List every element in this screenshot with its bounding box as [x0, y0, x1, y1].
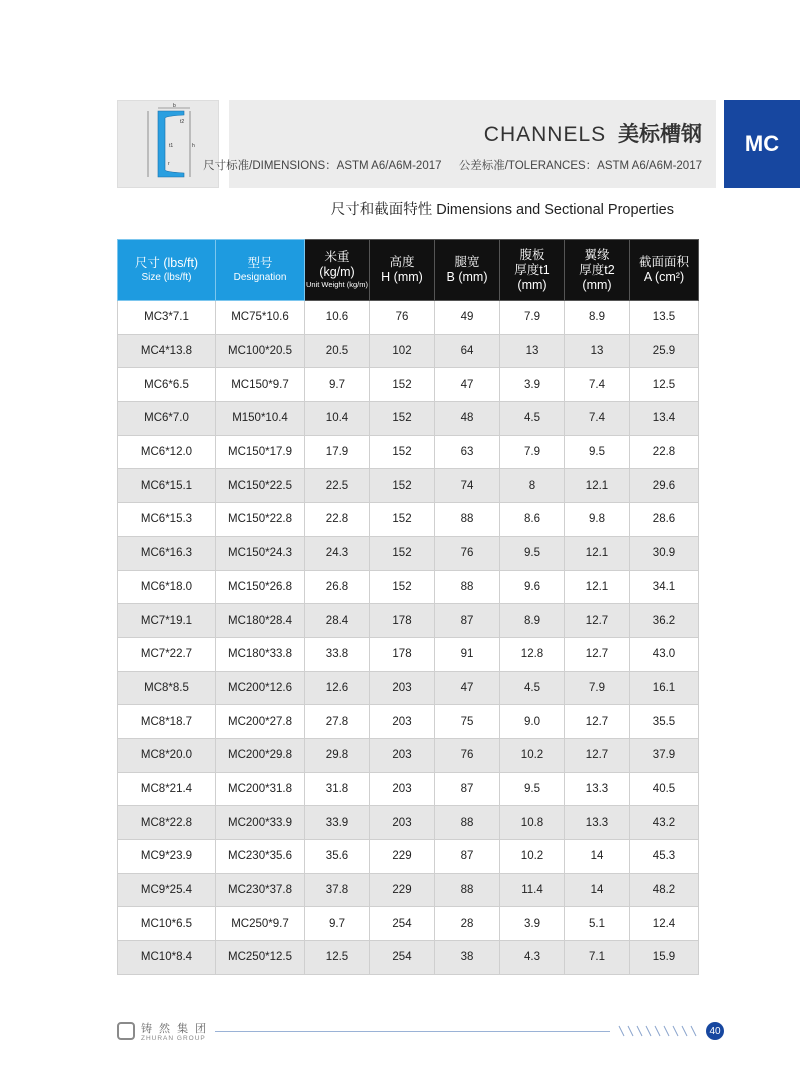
table-cell: 76	[370, 301, 435, 335]
table-cell: 22.8	[630, 435, 699, 469]
table-cell: 88	[435, 570, 500, 604]
table-cell: MC6*18.0	[118, 570, 216, 604]
table-cell: M150*10.4	[216, 402, 305, 436]
table-cell: 102	[370, 334, 435, 368]
table-cell: 9.5	[500, 536, 565, 570]
table-cell: 254	[370, 907, 435, 941]
table-cell: MC8*20.0	[118, 738, 216, 772]
table-cell: 152	[370, 402, 435, 436]
page-number: 40	[706, 1022, 724, 1040]
table-cell: 48	[435, 402, 500, 436]
table-cell: 9.7	[305, 368, 370, 402]
table-cell: MC200*33.9	[216, 806, 305, 840]
table-cell: 88	[435, 806, 500, 840]
table-cell: 4.5	[500, 671, 565, 705]
table-cell: 9.5	[565, 435, 630, 469]
table-cell: 27.8	[305, 705, 370, 739]
table-cell: 33.9	[305, 806, 370, 840]
table-cell: 76	[435, 738, 500, 772]
header-web-thickness: 腹板 厚度t1 (mm)	[500, 240, 565, 301]
table-cell: MC150*22.5	[216, 469, 305, 503]
table-row	[118, 435, 699, 469]
table-cell: 47	[435, 368, 500, 402]
table-cell: MC10*6.5	[118, 907, 216, 941]
table-cell: 8.6	[500, 503, 565, 537]
brand-name-en: ZHURAN GROUP	[141, 1035, 206, 1042]
table-cell: 4.3	[500, 941, 565, 975]
table-cell: 9.7	[305, 907, 370, 941]
table-cell: MC4*13.8	[118, 334, 216, 368]
table-cell: 12.6	[305, 671, 370, 705]
table-cell: 17.9	[305, 435, 370, 469]
table-cell: 75	[435, 705, 500, 739]
table-cell: 15.9	[630, 941, 699, 975]
table-cell: MC200*31.8	[216, 772, 305, 806]
table-cell: 7.4	[565, 368, 630, 402]
table-cell: 26.8	[305, 570, 370, 604]
table-cell: 8	[500, 469, 565, 503]
table-cell: MC200*12.6	[216, 671, 305, 705]
table-cell: 25.9	[630, 334, 699, 368]
table-cell: 34.1	[630, 570, 699, 604]
table-cell: 87	[435, 604, 500, 638]
table-cell: MC6*16.3	[118, 536, 216, 570]
tolerances-standard: 公差标准/TOLERANCES：ASTM A6/A6M-2017	[458, 160, 702, 172]
table-cell: 4.5	[500, 402, 565, 436]
table-cell: 47	[435, 671, 500, 705]
table-cell: MC8*22.8	[118, 806, 216, 840]
table-cell: MC180*28.4	[216, 604, 305, 638]
table-cell: 49	[435, 301, 500, 335]
title-english: CHANNELS	[483, 123, 607, 146]
table-row	[118, 840, 699, 874]
table-cell: MC200*29.8	[216, 738, 305, 772]
table-cell: MC8*18.7	[118, 705, 216, 739]
title-chinese: 美标槽钢	[618, 122, 702, 146]
table-row	[118, 570, 699, 604]
table-body	[118, 301, 699, 975]
table-cell: 203	[370, 671, 435, 705]
table-cell: 12.5	[305, 941, 370, 975]
table-cell: 22.5	[305, 469, 370, 503]
table-cell: 91	[435, 637, 500, 671]
table-cell: MC6*7.0	[118, 402, 216, 436]
table-cell: 12.7	[565, 637, 630, 671]
table-cell: 13	[565, 334, 630, 368]
table-cell: 152	[370, 435, 435, 469]
table-cell: 64	[435, 334, 500, 368]
header-band	[203, 100, 716, 188]
table-cell: 3.9	[500, 907, 565, 941]
table-cell: 13.4	[630, 402, 699, 436]
table-cell: 88	[435, 503, 500, 537]
table-cell: 28.6	[630, 503, 699, 537]
table-cell: 87	[435, 840, 500, 874]
table-cell: 36.2	[630, 604, 699, 638]
table-cell: MC6*15.1	[118, 469, 216, 503]
table-cell: MC6*12.0	[118, 435, 216, 469]
header-flange-thickness: 翼缘 厚度t2 (mm)	[565, 240, 630, 301]
table-cell: MC9*25.4	[118, 873, 216, 907]
table-cell: 45.3	[630, 840, 699, 874]
table-row	[118, 772, 699, 806]
table-cell: 12.1	[565, 536, 630, 570]
table-cell: 14	[565, 873, 630, 907]
table-cell: MC100*20.5	[216, 334, 305, 368]
table-cell: 7.9	[565, 671, 630, 705]
table-cell: MC10*8.4	[118, 941, 216, 975]
table-cell: 10.2	[500, 738, 565, 772]
table-header-row	[118, 240, 699, 301]
header-section-area: 截面面积 A (cm²)	[630, 240, 699, 301]
diagram-label-t2: t2	[180, 119, 185, 125]
table-cell: 3.9	[500, 368, 565, 402]
table-row	[118, 907, 699, 941]
table-cell: 12.8	[500, 637, 565, 671]
footer-divider	[215, 1031, 610, 1032]
table-row	[118, 705, 699, 739]
table-cell: 30.9	[630, 536, 699, 570]
table-cell: MC150*9.7	[216, 368, 305, 402]
table-cell: 203	[370, 772, 435, 806]
table-cell: 229	[370, 873, 435, 907]
table-cell: 178	[370, 604, 435, 638]
table-cell: 37.8	[305, 873, 370, 907]
table-cell: 8.9	[500, 604, 565, 638]
header-unit-weight: 米重 (kg/m) Unit Weight (kg/m)	[305, 240, 370, 301]
standards-line	[203, 157, 702, 173]
table-row	[118, 604, 699, 638]
table-cell: 7.9	[500, 435, 565, 469]
table-cell: 29.6	[630, 469, 699, 503]
table-cell: 16.1	[630, 671, 699, 705]
table-cell: MC250*9.7	[216, 907, 305, 941]
table-cell: 13.5	[630, 301, 699, 335]
table-cell: 152	[370, 368, 435, 402]
table-cell: MC9*23.9	[118, 840, 216, 874]
table-row	[118, 637, 699, 671]
table-cell: 12.7	[565, 604, 630, 638]
table-cell: 31.8	[305, 772, 370, 806]
table-cell: 9.8	[565, 503, 630, 537]
table-cell: 12.5	[630, 368, 699, 402]
table-cell: 88	[435, 873, 500, 907]
header-designation: 型号 Designation	[216, 240, 305, 301]
header-leg-width: 腿宽 B (mm)	[435, 240, 500, 301]
header-size: 尺寸 (lbs/ft) Size (lbs/ft)	[118, 240, 216, 301]
table-cell: 24.3	[305, 536, 370, 570]
table-cell: MC3*7.1	[118, 301, 216, 335]
table-cell: 10.2	[500, 840, 565, 874]
table-row	[118, 469, 699, 503]
table-cell: 35.5	[630, 705, 699, 739]
mc-badge: MC	[724, 100, 800, 188]
table-cell: MC180*33.8	[216, 637, 305, 671]
table-cell: 11.4	[500, 873, 565, 907]
table-cell: 8.9	[565, 301, 630, 335]
brand-name-cn: 铸 然 集 团	[141, 1023, 209, 1035]
table-cell: 12.1	[565, 570, 630, 604]
table-cell: 152	[370, 503, 435, 537]
table-cell: 203	[370, 806, 435, 840]
table-cell: MC8*8.5	[118, 671, 216, 705]
table-cell: MC150*22.8	[216, 503, 305, 537]
table-cell: 10.4	[305, 402, 370, 436]
table-cell: 38	[435, 941, 500, 975]
table-cell: 12.4	[630, 907, 699, 941]
table-cell: 9.5	[500, 772, 565, 806]
table-cell: 28	[435, 907, 500, 941]
table-cell: MC6*15.3	[118, 503, 216, 537]
table-cell: MC7*22.7	[118, 637, 216, 671]
table-cell: MC8*21.4	[118, 772, 216, 806]
table-cell: 7.9	[500, 301, 565, 335]
table-cell: 13.3	[565, 806, 630, 840]
table-cell: MC250*12.5	[216, 941, 305, 975]
table-cell: 10.8	[500, 806, 565, 840]
table-cell: 7.4	[565, 402, 630, 436]
table-cell: MC230*37.8	[216, 873, 305, 907]
dimensions-standard: 尺寸标准/DIMENSIONS：ASTM A6/A6M-2017	[203, 160, 442, 172]
channel-section-diagram	[117, 100, 219, 188]
table-cell: 178	[370, 637, 435, 671]
table-cell: 13.3	[565, 772, 630, 806]
table-cell: MC7*19.1	[118, 604, 216, 638]
table-cell: MC200*27.8	[216, 705, 305, 739]
table-cell: 20.5	[305, 334, 370, 368]
page-title	[484, 118, 702, 148]
table-row	[118, 806, 699, 840]
table-cell: 37.9	[630, 738, 699, 772]
table-cell: MC230*35.6	[216, 840, 305, 874]
table-row	[118, 334, 699, 368]
table-row	[118, 402, 699, 436]
table-cell: 9.6	[500, 570, 565, 604]
table-cell: MC75*10.6	[216, 301, 305, 335]
table-cell: 22.8	[305, 503, 370, 537]
diagram-label-r: r	[168, 161, 170, 167]
table-cell: 152	[370, 536, 435, 570]
table-cell: 12.7	[565, 738, 630, 772]
table-cell: 13	[500, 334, 565, 368]
table-row	[118, 368, 699, 402]
properties-table	[117, 239, 699, 975]
table-cell: 14	[565, 840, 630, 874]
diagram-label-t1: t1	[169, 143, 174, 149]
table-row	[118, 536, 699, 570]
table-cell: 203	[370, 738, 435, 772]
table-row	[118, 301, 699, 335]
table-cell: 9.0	[500, 705, 565, 739]
table-cell: MC150*24.3	[216, 536, 305, 570]
table-cell: 10.6	[305, 301, 370, 335]
footer-slashes-icon	[615, 1022, 705, 1040]
diagram-label-h: h	[192, 143, 195, 149]
table-cell: 35.6	[305, 840, 370, 874]
header-height: 高度 H (mm)	[370, 240, 435, 301]
table-cell: MC6*6.5	[118, 368, 216, 402]
table-row	[118, 503, 699, 537]
brand-logo-icon	[117, 1022, 135, 1040]
table-cell: 28.4	[305, 604, 370, 638]
table-cell: 229	[370, 840, 435, 874]
table-cell: 5.1	[565, 907, 630, 941]
table-row	[118, 873, 699, 907]
table-cell: 40.5	[630, 772, 699, 806]
table-cell: 12.1	[565, 469, 630, 503]
table-cell: 43.2	[630, 806, 699, 840]
table-cell: 7.1	[565, 941, 630, 975]
table-cell: 12.7	[565, 705, 630, 739]
section-subtitle: 尺寸和截面特性 Dimensions and Sectional Properties	[330, 202, 674, 218]
table-cell: 76	[435, 536, 500, 570]
table-cell: MC150*26.8	[216, 570, 305, 604]
table-cell: 43.0	[630, 637, 699, 671]
table-row	[118, 941, 699, 975]
table-cell: 63	[435, 435, 500, 469]
table-cell: 152	[370, 469, 435, 503]
table-cell: 29.8	[305, 738, 370, 772]
diagram-label-b: b	[173, 103, 176, 109]
table-cell: MC150*17.9	[216, 435, 305, 469]
table-row	[118, 738, 699, 772]
table-cell: 254	[370, 941, 435, 975]
table-cell: 33.8	[305, 637, 370, 671]
table-cell: 74	[435, 469, 500, 503]
table-row	[118, 671, 699, 705]
footer-logo	[117, 1020, 207, 1046]
table-cell: 87	[435, 772, 500, 806]
table-cell: 203	[370, 705, 435, 739]
channel-profile-icon	[118, 101, 218, 187]
table-cell: 152	[370, 570, 435, 604]
table-cell: 48.2	[630, 873, 699, 907]
